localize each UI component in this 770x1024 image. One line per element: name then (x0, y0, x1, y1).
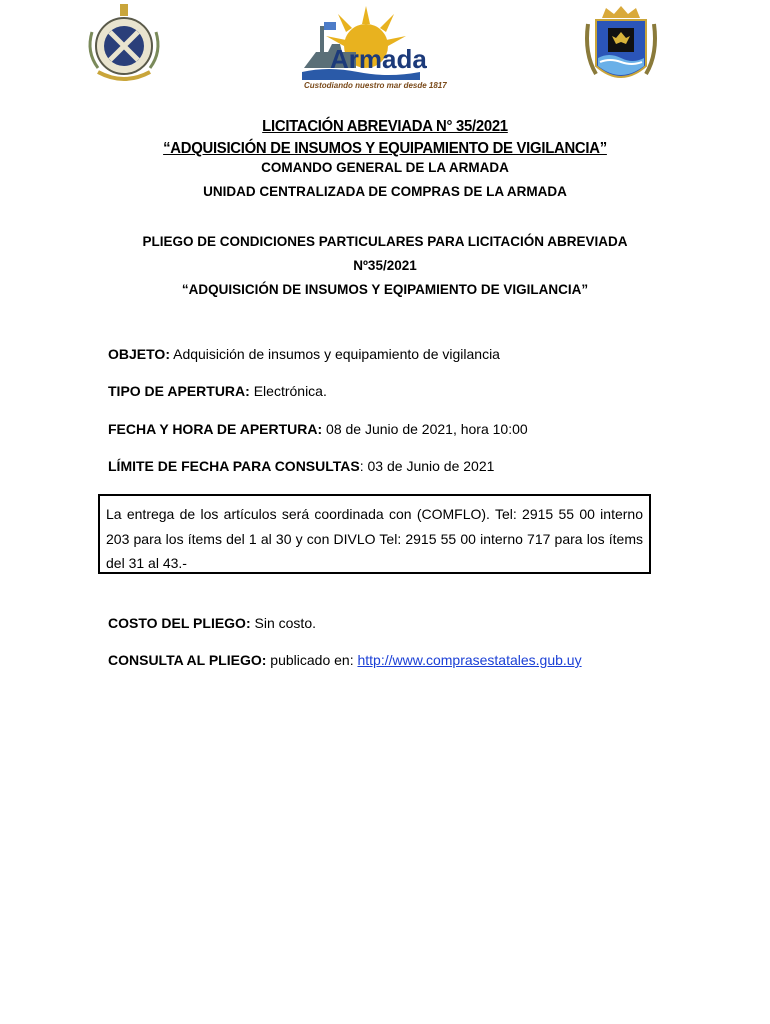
pliego-heading-line2: Nº35/2021 (353, 258, 417, 273)
field-costo-label: COSTO DEL PLIEGO: (108, 615, 251, 631)
field-fecha-label: FECHA Y HORA DE APERTURA: (108, 421, 323, 437)
field-limite-consultas (108, 458, 494, 474)
field-tipo-apertura (108, 383, 327, 399)
armada-logo (298, 6, 447, 92)
pliego-heading-line1: PLIEGO DE CONDICIONES PARTICULARES PARA LICITACIÓN ABREVIADA (142, 234, 628, 249)
field-costo-value: Sin costo. (250, 615, 316, 631)
field-tipo-label: TIPO DE APERTURA: (108, 383, 250, 399)
field-consulta-value: publicado en: (266, 652, 358, 668)
delivery-note-box (98, 494, 651, 574)
compras-estatales-link[interactable]: http://www.comprasestatales.gub.uy (357, 652, 582, 668)
field-fecha-value: 08 de Junio de 2021, hora 10:00 (322, 421, 528, 437)
field-consulta-label: CONSULTA AL PLIEGO: (108, 652, 267, 668)
field-tipo-value: Electrónica. (249, 383, 327, 399)
field-limite-label: LÍMITE DE FECHA PARA CONSULTAS (108, 458, 360, 474)
armada-tagline: Custodiando nuestro mar desde 1817 (304, 81, 447, 90)
armada-logo-text: Armada (330, 44, 427, 74)
field-fecha-apertura (108, 421, 528, 437)
field-consulta-pliego (108, 652, 582, 668)
coat-of-arms-icon (582, 4, 660, 94)
document-title-line1: LICITACIÓN ABREVIADA N° 35/2021 (262, 118, 508, 135)
field-costo-pliego (108, 615, 316, 631)
field-objeto-value: Adquisición de insumos y equipamiento de vigilancia (169, 346, 500, 362)
field-objeto-label: OBJETO: (108, 346, 170, 362)
document-title-line2: “ADQUISICIÓN DE INSUMOS Y EQUIPAMIENTO DE VIGILANCIA” (163, 140, 607, 157)
delivery-note-text: La entrega de los artículos será coordinada con (COMFLO). Tel: 2915 55 00 interno 203 para los ítems del 1 al 30 y con DIVLO Tel: 2915 55 00 interno 717 para los ítems del 31 al 43.- (106, 506, 643, 571)
field-objeto (108, 346, 500, 362)
field-limite-value: : 03 de Junio de 2021 (359, 458, 495, 474)
naval-emblem-icon (84, 2, 164, 84)
pliego-heading-line3: “ADQUISICIÓN DE INSUMOS Y EQIPAMIENTO DE VIGILANCIA” (181, 282, 589, 297)
org-line1: COMANDO GENERAL DE LA ARMADA (261, 160, 509, 175)
org-line2: UNIDAD CENTRALIZADA DE COMPRAS DE LA ARMADA (203, 184, 567, 199)
